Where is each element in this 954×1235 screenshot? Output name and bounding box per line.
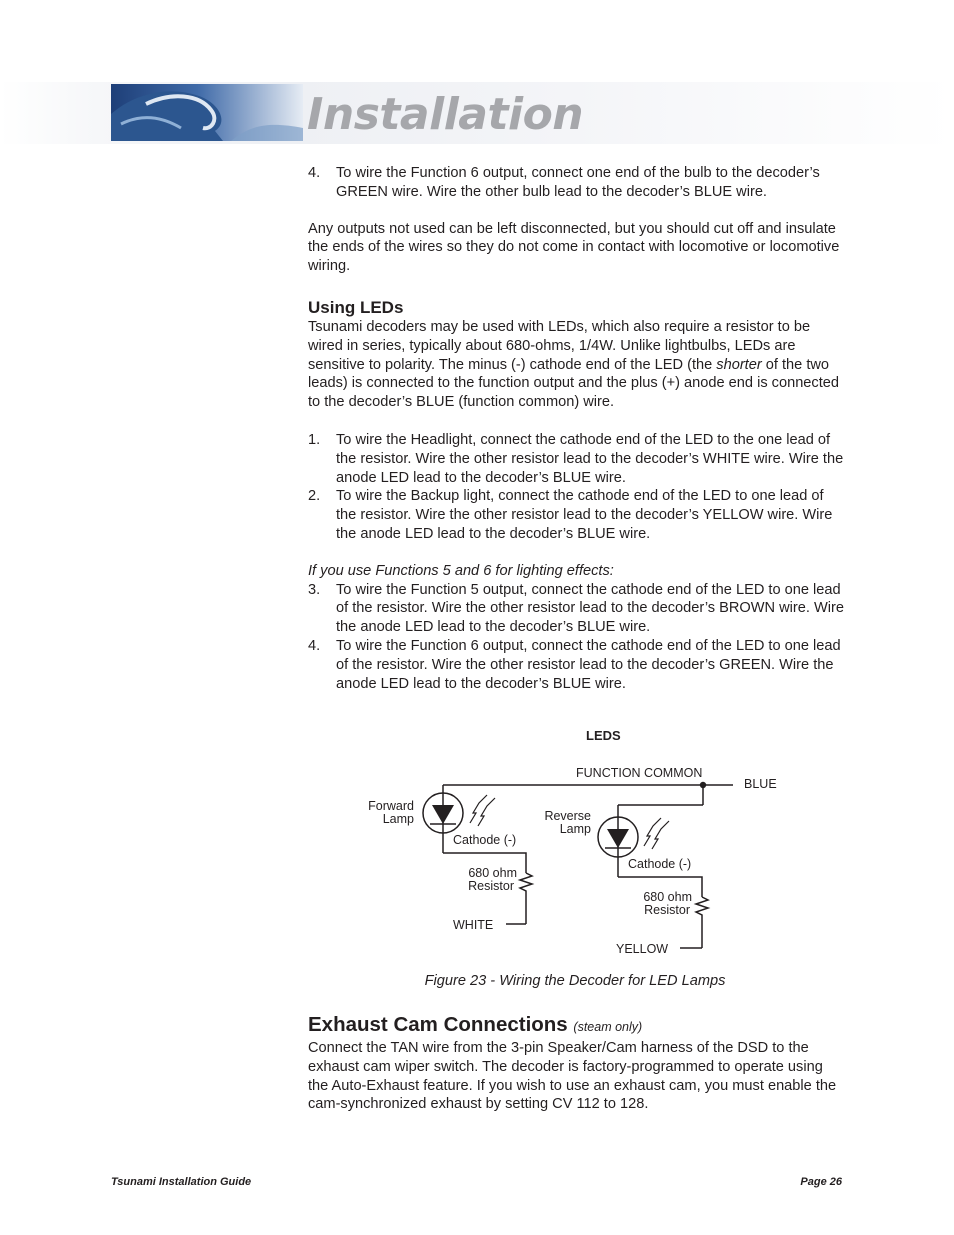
page-title: Installation [307, 89, 584, 140]
list-text: To wire the Function 6 output, connect the cathode end of the LED to one lead of the resistor. Wire the other resistor lead to the decoder’s GREEN. Wire the anode LED lead to the decoder’s BLUE wire. [336, 637, 841, 692]
led-steps-list-a [308, 431, 846, 544]
list-text: To wire the Function 5 output, connect the cathode end of the LED to one lead of the resistor. Wire the other resistor lead to the decoder’s BROWN wire. Wire the anode LED lead to the decoder’s BLUE wire. [336, 581, 844, 636]
diagram-title: LEDS [586, 728, 621, 743]
reverse-lamp-label-2: Lamp [559, 822, 591, 836]
list-number: 4. [308, 165, 321, 181]
forward-cathode-label: Cathode (-) [453, 833, 517, 847]
exhaust-heading-text: Exhaust Cam Connections [308, 1013, 568, 1036]
intro-text-b: of the two leads) is connected to the function output and the plus (+) anode end is connected to the decoder’s BLUE (function common) wire. [308, 356, 840, 411]
intro-emphasis: shorter [716, 356, 762, 373]
using-leds-paragraph [308, 318, 846, 412]
yellow-label: YELLOW [616, 942, 669, 956]
blue-label: BLUE [744, 777, 777, 791]
list-number: 3. [308, 581, 321, 598]
exhaust-heading [308, 1013, 846, 1039]
white-label: WHITE [453, 918, 494, 932]
unused-outputs-paragraph: Any outputs not used can be left disconnected, but you should cut off and insulate the ends of the wires so they do not come in contact with locomotive or locomotive wiring. [308, 220, 840, 275]
resistor-1-icon [520, 873, 532, 924]
list-text: To wire the Backup light, connect the cathode end of the LED to one lead of the resistor. Wire the other resistor lead to the decoder’s YELLOW wire. Wire the anode LED lead to the decoder’s BLUE wire. [336, 488, 833, 542]
functions-note: If you use Functions 5 and 6 for lighting effects: [308, 562, 614, 579]
footer-guide-title: Tsunami Installation Guide [111, 1176, 252, 1188]
resistor-1-label-1: 680 ohm [468, 866, 517, 880]
forward-light-rays-icon [470, 795, 487, 823]
led-wiring-diagram [350, 720, 810, 970]
list-item [308, 431, 846, 487]
list-number: 2. [308, 488, 321, 505]
using-leds-heading: Using LEDs [308, 297, 404, 317]
reverse-lamp-label-1: Reverse [544, 809, 591, 823]
forward-lamp-label-2: Lamp [382, 812, 414, 826]
forward-diode-triangle [432, 805, 454, 824]
resistor-2-icon [696, 897, 708, 948]
resistor-1-label-2: Resistor [468, 879, 514, 893]
list-number: 1. [308, 431, 321, 448]
list-text: To wire the Function 6 output, connect one end of the bulb to the decoder’s GREEN wire. Wire the other bulb lead to the decoder’s BLUE wire. [336, 165, 820, 200]
list-item [308, 581, 846, 637]
wave-logo-image [111, 84, 303, 141]
list-item [308, 487, 846, 543]
forward-lamp-label-1: Forward [368, 799, 414, 813]
exhaust-section [308, 1013, 846, 1114]
figure-caption: Figure 23 - Wiring the Decoder for LED Lamps [424, 973, 726, 989]
list-item [308, 164, 846, 202]
reverse-diode-triangle [607, 829, 629, 848]
intro-text-a: Tsunami decoders may be used with LEDs, which also require a resistor to be wired in series, typically about 680-ohms, 1/4W. Unlike lightbulbs, LEDs are sensitive to polarity. The minus (-) cathode end of the LED (the [308, 318, 811, 373]
page-content [308, 164, 846, 693]
list-number: 4. [308, 637, 321, 654]
list-item [308, 637, 846, 693]
reverse-light-rays-icon [644, 818, 661, 846]
function-common-label: FUNCTION COMMON [576, 766, 703, 780]
bulb-step-list [308, 164, 846, 202]
footer-page-number: Page 26 [800, 1176, 842, 1188]
resistor-2-label-1: 680 ohm [643, 890, 692, 904]
exhaust-paragraph: Connect the TAN wire from the 3-pin Speaker/Cam harness of the DSD to the exhaust cam wiper switch. The decoder is factory-programmed to operate using the Auto-Exhaust feature. If you wish to use an exhaust cam, you must enable the cam-synchronized exhaust by setting CV 112 to 128. [308, 1040, 837, 1113]
reverse-cathode-label: Cathode (-) [628, 857, 692, 871]
list-text: To wire the Headlight, connect the cathode end of the LED to the one lead of the resistor. Wire the other resistor lead to the decoder’s WHITE wire. Wire the anode LED lead to the decoder’s BLUE wire. [336, 431, 844, 486]
resistor-2-label-2: Resistor [644, 903, 690, 917]
exhaust-heading-note: (steam only) [573, 1020, 643, 1034]
led-steps-list-b [308, 581, 846, 694]
